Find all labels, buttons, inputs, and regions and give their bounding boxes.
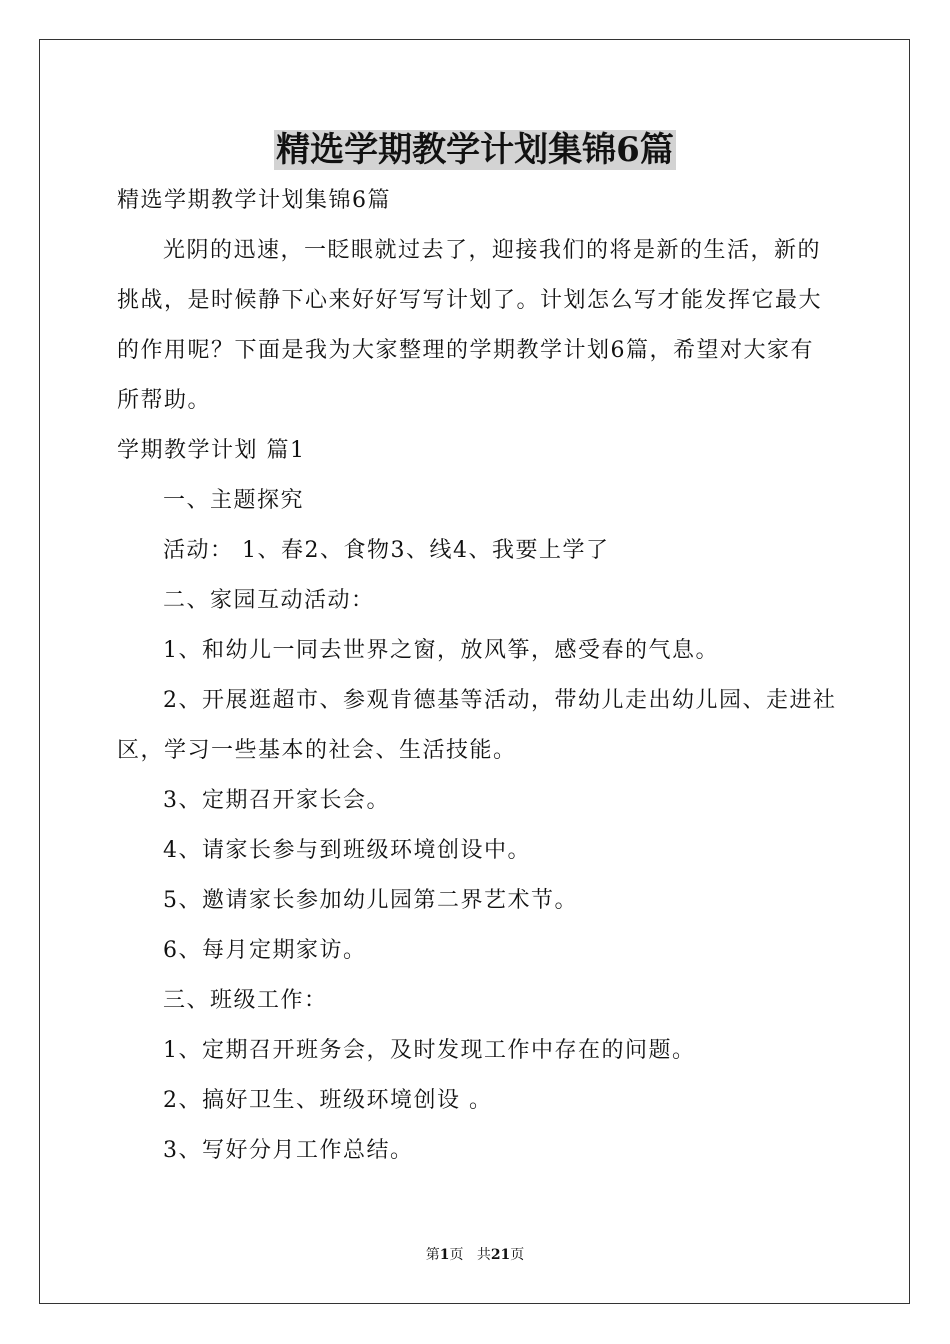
paragraph: 6、每月定期家访。 xyxy=(163,938,367,963)
paragraph: 1、和幼儿一同去世界之窗，放风筝，感受春的气息。 xyxy=(163,638,719,663)
paragraph: 二、家园互动活动： xyxy=(163,588,375,613)
document-body xyxy=(117,176,837,1176)
section-heading: 学期教学计划 篇1 xyxy=(117,438,306,463)
paragraph: 5、邀请家长参加幼儿园第二界艺术节。 xyxy=(163,888,578,913)
document-title xyxy=(0,128,950,172)
paragraph: 一、主题探究 xyxy=(163,488,305,513)
paragraph: 1、定期召开班务会，及时发现工作中存在的问题。 xyxy=(163,1038,696,1063)
paragraph: 4、请家长参与到班级环境创设中。 xyxy=(163,838,531,863)
paragraph: 2、搞好卫生、班级环境创设 。 xyxy=(163,1088,493,1113)
page-footer xyxy=(0,1245,950,1265)
paragraph: 3、写好分月工作总结。 xyxy=(163,1138,414,1163)
document-title-text: 精选学期教学计划集锦6篇 xyxy=(276,130,674,170)
total-pages-number: 21 xyxy=(490,1247,511,1263)
current-page-number: 1 xyxy=(439,1247,450,1263)
page-prefix: 第 xyxy=(425,1247,440,1263)
total-suffix: 页 xyxy=(510,1247,525,1263)
paragraph: 3、定期召开家长会。 xyxy=(163,788,390,813)
paragraph: 活动： 1、春2、食物3、线4、我要上学了 xyxy=(163,538,610,563)
page-suffix: 页 xyxy=(449,1247,464,1263)
subtitle-line: 精选学期教学计划集锦6篇 xyxy=(117,188,391,213)
intro-paragraph: 光阴的迅速，一眨眼就过去了，迎接我们的将是新的生活，新的挑战，是时候静下心来好好写写计划了。计划怎么写才能发挥它最大的作用呢？下面是我为大家整理的学期教学计划6篇，希望对大家有所帮助。 xyxy=(117,238,823,413)
total-prefix: 共 xyxy=(476,1247,491,1263)
paragraph: 三、班级工作： xyxy=(163,988,328,1013)
paragraph: 2、开展逛超市、参观肯德基等活动，带幼儿走出幼儿园、走进社区，学习一些基本的社会、生活技能。 xyxy=(117,688,837,763)
